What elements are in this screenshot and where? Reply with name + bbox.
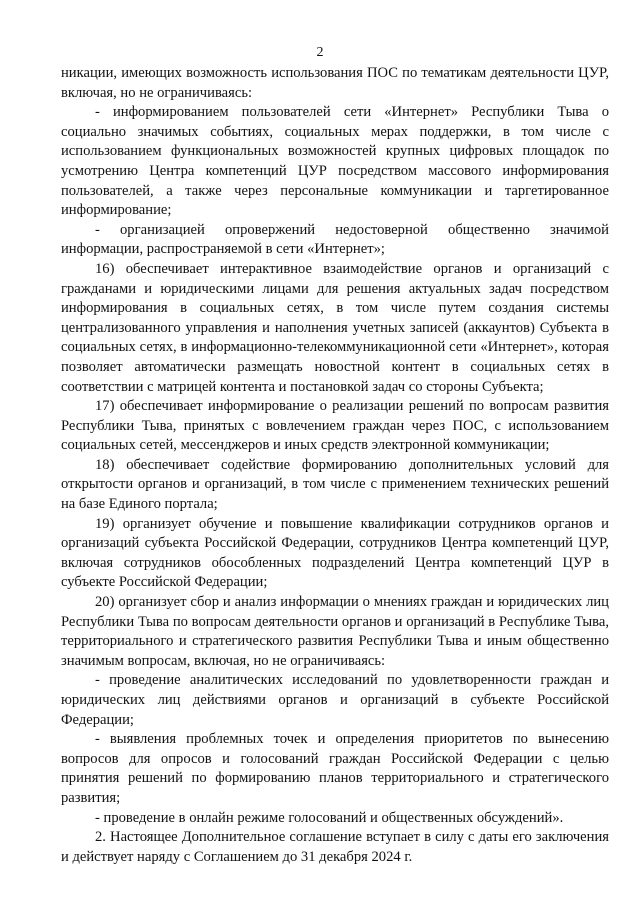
paragraph-online-voting: - проведение в онлайн режиме голосований и общественных обсуждений». [95,809,564,826]
paragraph-refutations: - организацией опровержений недостоверной общественно значимой информации, распространяемой в сети «Интернет»; [61,221,609,258]
paragraph-section-2: 2. Настоящее Дополнительное соглашение вступает в силу с даты его заключения и действует наряду с Соглашением до 31 декабря 2024 г. [61,829,609,865]
paragraph-item-18: 18) обеспечивает содействие формированию дополнительных условий для открытости органов и организаций, в том числе с применением технических решений на базе Единого портала; [61,456,609,513]
paragraph-item-16: 16) обеспечивает интерактивное взаимодействие органов и организаций с гражданами и юридическими лицами для решения актуальных задач посредством информирования в социальных сетях, в том числе путем создания системы централизованного управления и наполнения учетных записей (аккаунтов) Субъекта в социальных сетях, в информационно-телекоммуникационной сети «Интернет», которая позволяет автоматически размещать новостной контент в социальных сетях в соответствии с матрицей контента и постановкой задач со стороны Субъекта; [61,260,609,395]
paragraph-problem-points: - выявления проблемных точек и определения приоритетов по вынесению вопросов для опросов и голосований граждан Российской Федерации с целью принятия решений по формированию планов территориального и стратегического развития; [61,731,609,806]
paragraph-informing-users: - информированием пользователей сети «Интернет» Республики Тыва о социально значимых событиях, социальных мерах поддержки, в том числе с использованием функциональных возможностей крупных цифровых площадок по усмотрению Центра компетенций ЦУР посредством массового информирования пользователей, а также через персональные коммуникации и таргетированное информирование; [61,104,609,219]
page-number: 2 [316,45,324,60]
document-body [61,64,609,867]
paragraph-item-20: 20) организует сбор и анализ информации о мнениях граждан и юридических лиц Республики Тыва по вопросам деятельности органов и организаций в Республике Тыва, территориального и стратегического развития Республики Тыва и иным общественно значимым вопросам, включая, но не ограничиваясь: [61,594,609,669]
paragraph-item-17: 17) обеспечивает информирование о реализации решений по вопросам развития Республики Тыва, принятых с вовлечением граждан через ПОС, с использованием социальных сетей, мессенджеров и иных средств электронной коммуникации; [61,398,609,454]
paragraph-item-19: 19) организует обучение и повышение квалификации сотрудников органов и организаций субъекта Российской Федерации, сотрудников Центра компетенций ЦУР, включая сотрудников обособленных подразделений Центра компетенций ЦУР в субъекте Российской Федерации; [61,515,609,591]
paragraph-continuation: никации, имеющих возможность использования ПОС по тематикам деятельности ЦУР, включая, но не ограничиваясь: [61,65,609,101]
paragraph-analytics: - проведение аналитических исследований по удовлетворенности граждан и юридических лиц действиями органов и организаций в субъекте Российской Федерации; [61,672,609,728]
